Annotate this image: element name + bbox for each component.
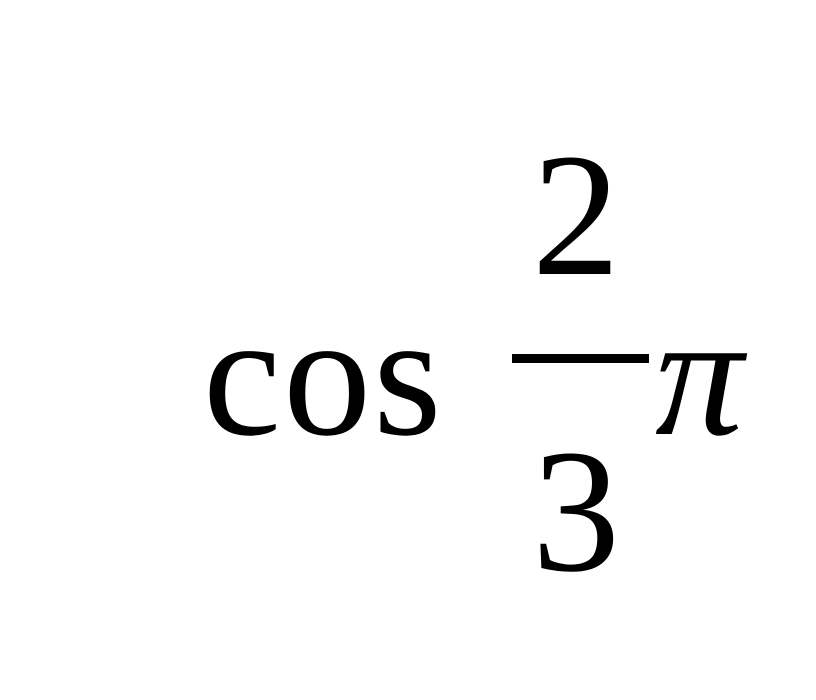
fraction-denominator: 3: [532, 414, 620, 609]
function-name: cos: [203, 278, 444, 473]
pi-symbol: π: [655, 278, 744, 473]
fraction-bar: [512, 354, 649, 363]
fraction-numerator: 2: [532, 118, 620, 313]
